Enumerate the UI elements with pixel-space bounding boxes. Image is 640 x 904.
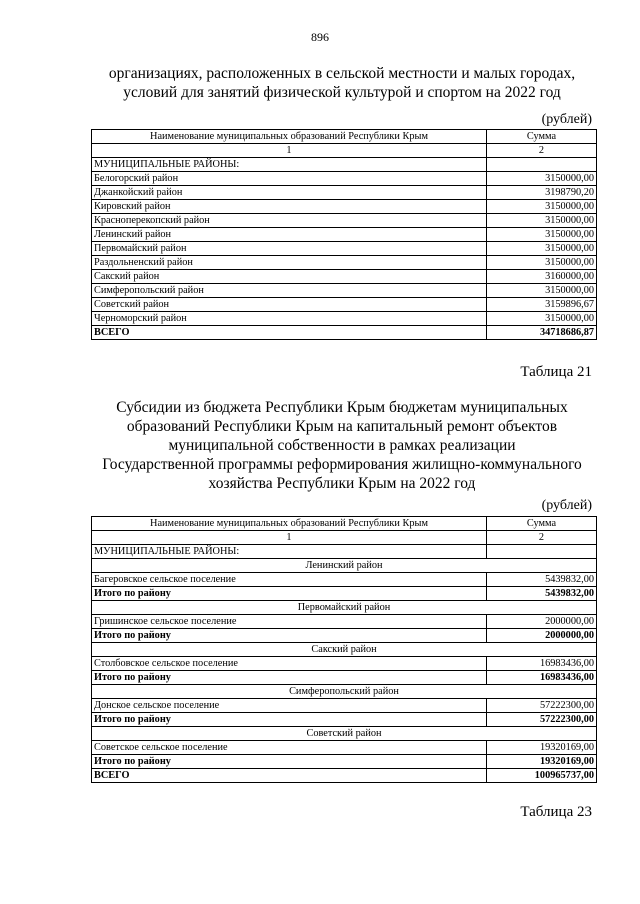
table-21-label: Таблица 21: [520, 364, 592, 380]
table-23-label: Таблица 23: [520, 804, 592, 820]
settlement-value: 5439832,00: [487, 573, 597, 587]
caption-line: муниципальной собственности в рамках реализации: [168, 437, 516, 454]
district-name: Советский район: [92, 298, 487, 312]
table-row: [92, 256, 597, 270]
district-value: 3150000,00: [487, 284, 597, 298]
district-total-row: [92, 755, 597, 769]
district-heading-row: [92, 685, 597, 699]
district-name: Раздольненский район: [92, 256, 487, 270]
district-heading: Сакский район: [92, 643, 597, 657]
district-value: 3150000,00: [487, 228, 597, 242]
table-header-row: [92, 517, 597, 531]
section-label: МУНИЦИПАЛЬНЫЕ РАЙОНЫ:: [92, 158, 487, 172]
district-name: Черноморский район: [92, 312, 487, 326]
district-total-value: 57222300,00: [487, 713, 597, 727]
settlement-value: 16983436,00: [487, 657, 597, 671]
district-name: Белогорский район: [92, 172, 487, 186]
district-name: Симферопольский район: [92, 284, 487, 298]
district-value: 3150000,00: [487, 214, 597, 228]
column-number: 2: [487, 531, 597, 545]
total-value: 34718686,87: [487, 326, 597, 340]
section1-caption: [92, 64, 592, 102]
column-number-row: [92, 531, 597, 545]
empty-cell: [487, 158, 597, 172]
district-name: Красноперекопский район: [92, 214, 487, 228]
district-heading-row: [92, 727, 597, 741]
table-header-row: [92, 130, 597, 144]
settlement-value: 2000000,00: [487, 615, 597, 629]
district-heading-row: [92, 559, 597, 573]
district-value: 3198790,20: [487, 186, 597, 200]
table-row: [92, 228, 597, 242]
district-heading-row: [92, 601, 597, 615]
table-row: [92, 573, 597, 587]
empty-cell: [487, 545, 597, 559]
section-label-row: [92, 545, 597, 559]
district-total-label: Итого по району: [92, 713, 487, 727]
table-row: [92, 699, 597, 713]
total-row: [92, 769, 597, 783]
district-name: Кировский район: [92, 200, 487, 214]
district-value: 3160000,00: [487, 270, 597, 284]
caption-line: организациях, расположенных в сельской местности и малых городах,: [108, 65, 576, 82]
section-label: МУНИЦИПАЛЬНЫЕ РАЙОНЫ:: [92, 545, 487, 559]
district-total-value: 2000000,00: [487, 629, 597, 643]
column-number: 1: [92, 144, 487, 158]
district-total-label: Итого по району: [92, 755, 487, 769]
column-header-sum: Сумма: [487, 517, 597, 531]
units-label: (рублей): [541, 112, 592, 127]
table-row: [92, 741, 597, 755]
district-heading: Первомайский район: [92, 601, 597, 615]
district-name: Сакский район: [92, 270, 487, 284]
district-total-label: Итого по району: [92, 587, 487, 601]
table-row: [92, 200, 597, 214]
district-value: 3150000,00: [487, 172, 597, 186]
column-header-name: Наименование муниципальных образований Республики Крым: [92, 130, 487, 144]
total-row: [92, 326, 597, 340]
district-name: Первомайский район: [92, 242, 487, 256]
column-number: 2: [487, 144, 597, 158]
district-heading: Ленинский район: [92, 559, 597, 573]
table-row: [92, 657, 597, 671]
total-label: ВСЕГО: [92, 769, 487, 783]
district-value: 3159896,67: [487, 298, 597, 312]
table-row: [92, 172, 597, 186]
table-row: [92, 615, 597, 629]
table-row: [92, 214, 597, 228]
district-total-row: [92, 713, 597, 727]
district-value: 3150000,00: [487, 242, 597, 256]
settlement-name: Донское сельское поселение: [92, 699, 487, 713]
district-value: 3150000,00: [487, 312, 597, 326]
table-row: [92, 186, 597, 200]
table-row: [92, 242, 597, 256]
district-heading: Симферопольский район: [92, 685, 597, 699]
district-total-label: Итого по району: [92, 671, 487, 685]
column-number-row: [92, 144, 597, 158]
section2-caption: [82, 398, 602, 493]
caption-line: хозяйства Республики Крым на 2022 год: [208, 475, 476, 492]
page-number: 896: [311, 30, 329, 44]
settlement-name: Багеровское сельское поселение: [92, 573, 487, 587]
total-label: ВСЕГО: [92, 326, 487, 340]
column-header-name: Наименование муниципальных образований Республики Крым: [92, 517, 487, 531]
table-row: [92, 312, 597, 326]
table-row: [92, 298, 597, 312]
district-name: Джанкойский район: [92, 186, 487, 200]
units-label: (рублей): [541, 498, 592, 513]
caption-line: Государственной программы реформирования жилищно-коммунального: [102, 456, 582, 473]
district-total-row: [92, 671, 597, 685]
district-total-label: Итого по району: [92, 629, 487, 643]
settlement-value: 57222300,00: [487, 699, 597, 713]
table-municipal-sports: [91, 129, 597, 340]
table-row: [92, 270, 597, 284]
column-number: 1: [92, 531, 487, 545]
settlement-value: 19320169,00: [487, 741, 597, 755]
district-total-value: 19320169,00: [487, 755, 597, 769]
district-total-value: 16983436,00: [487, 671, 597, 685]
caption-line: условий для занятий физической культурой и спортом на 2022 год: [123, 84, 561, 101]
settlement-name: Советское сельское поселение: [92, 741, 487, 755]
district-name: Ленинский район: [92, 228, 487, 242]
table-housing-repair: [91, 516, 597, 783]
column-header-sum: Сумма: [487, 130, 597, 144]
settlement-name: Гришинское сельское поселение: [92, 615, 487, 629]
district-value: 3150000,00: [487, 256, 597, 270]
table-row: [92, 284, 597, 298]
district-value: 3150000,00: [487, 200, 597, 214]
section-label-row: [92, 158, 597, 172]
district-total-row: [92, 629, 597, 643]
district-total-value: 5439832,00: [487, 587, 597, 601]
total-value: 100965737,00: [487, 769, 597, 783]
district-heading: Советский район: [92, 727, 597, 741]
settlement-name: Столбовское сельское поселение: [92, 657, 487, 671]
caption-line: Субсидии из бюджета Республики Крым бюджетам муниципальных: [116, 399, 568, 416]
district-heading-row: [92, 643, 597, 657]
caption-line: образований Республики Крым на капитальный ремонт объектов: [126, 418, 558, 435]
district-total-row: [92, 587, 597, 601]
